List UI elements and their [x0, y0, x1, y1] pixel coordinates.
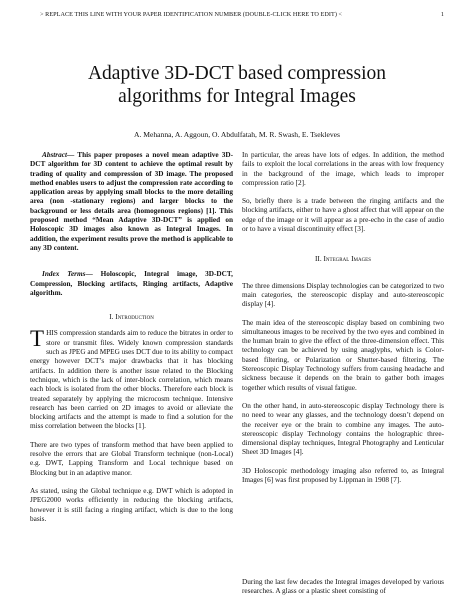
- drop-cap: T: [30, 326, 45, 352]
- title-line-1: Adaptive 3D-DCT based compression: [87, 63, 387, 84]
- index-terms: [30, 270, 233, 298]
- left-column: [30, 151, 233, 533]
- header-text: > REPLACE THIS LINE WITH YOUR PAPER IDENTIFICATION NUMBER (DOUBLE-CLICK HERE TO EDIT) <: [40, 11, 343, 18]
- right-paragraph-4: The main idea of the stereoscopic display based on combining two simultaneous images to be received by the two eyes and combined in the human brain to give the effect of the three-dimension effect. This technology can be achieved by using anaglyphs, which is Color-based filtering, or Polarization or Shutter-based filtering. The Stereoscopic Display Technology suffers from causing headache and sickness because it depends on the brain to gather both images together which results of visual fatigue.: [242, 318, 444, 392]
- intro-paragraph-1-text: HIS compression standards aim to reduce the bitrates in order to store or transmit files. Widely known compression standards such as JPEG and MPEG uses DCT due to its ability to compact energy however DCT’s major drawbacks that it has blocking artifacts. In addition there is another issue related to the Blocking technique, which is the lack of inter-block correlation, which means each block is isolated from the other blocks. Therefore each block is treated separately by applying the microcosm technique. Intensive research has been carried on 2D images to avoid or alleviate the blocking artifacts and the attempt is made to find a solution for the miss correlation between the blocks [1].: [30, 329, 233, 431]
- right-paragraph-3: The three dimensions Display technologies can be categorized to two main categories, the stereoscopic display and auto-stereoscopic display [4].: [242, 281, 444, 309]
- intro-paragraph-1: [30, 326, 233, 431]
- right-paragraph-2: So, briefly there is a trade between the ringing artifacts and the blocking artifacts, either to have a ghost affect that will appear on the edge of the image or it will appear as a pre-echo in the case of audio or to have a visual discontinuity effect [3].: [242, 197, 444, 234]
- paper-title: [30, 62, 444, 108]
- page-header: [40, 11, 444, 18]
- right-paragraph-1: In particular, the areas have lots of edges. In addition, the method fails to exploit the local correlations in the areas with low frequency in the background of the image, which leads to improper compression ratio [2].: [242, 151, 444, 187]
- abstract-label: Abstract: [42, 151, 67, 159]
- index-terms-label: Index Terms: [42, 270, 86, 279]
- section-heading-integral-images: II. Integral Images: [314, 254, 372, 264]
- abstract-text: — This paper proposes a novel mean adaptive 3D-DCT algorithm for 3D content to achieve the optimal result by trading of quality and compression of 3D image. The proposed method enables users to adjust the compression rate according to application areas by applying small blocks to the more detailing area (non -stationary regions) and larger blocks to the background or less details area (homogenous regions) [1]. This proposed method “Mean Adaptive 3D-DCT” is applied on Holoscopic 3D images also known as Integral Images. In addition, the experiment results prove the method is applicable to any 3D content.: [30, 151, 233, 252]
- authors: A. Mehanna, A. Aggoun, O. Abdulfatah, M. R. Swash, E. Tsekleves: [133, 130, 341, 139]
- right-paragraph-7: During the last few decades the Integral images developed by various researches. A glass or a plastic sheet consisting of: [242, 578, 444, 596]
- title-line-2: algorithms for Integral Images: [118, 86, 356, 107]
- right-paragraph-5: On the other hand, in auto-stereoscopic display Technology there is no need to wear any glasses, and the technology doesn’t depend on the receiver eye or the brain to combine any images. The auto-stereoscopic display Technology contains the holographic three- dimensional display techniques, Integral Photography and Lenticular Sheet 3D Images [4].: [242, 401, 444, 457]
- abstract: [30, 151, 233, 253]
- page-number: 1: [440, 11, 444, 18]
- intro-paragraph-3: As stated, using the Global technique e.g. DWT which is adopted in JPEG2000 works efficiently in reducing the blocking artifacts, however it is still facing a ringing artifact, which is due to the long basis.: [30, 486, 233, 523]
- section-heading-introduction: I. Introduction: [109, 312, 154, 322]
- right-paragraph-6: 3D Holoscopic methodology imaging also referred to, as Integral Images [6] was first proposed by Lippman in 1908 [7].: [242, 466, 444, 485]
- index-terms-text: — Holoscopic, Integral image, 3D-DCT, Compression, Blocking artifacts, Ringing artifacts, Adaptive algorithm.: [30, 270, 233, 297]
- intro-paragraph-2: There are two types of transform method that have been applied to resolve the errors that are Global Transform technique (non-Local) e.g. DWT, Lapping Transform and Local technique based on Blocking but in an adaptive manor.: [30, 440, 233, 477]
- right-column: [242, 151, 444, 494]
